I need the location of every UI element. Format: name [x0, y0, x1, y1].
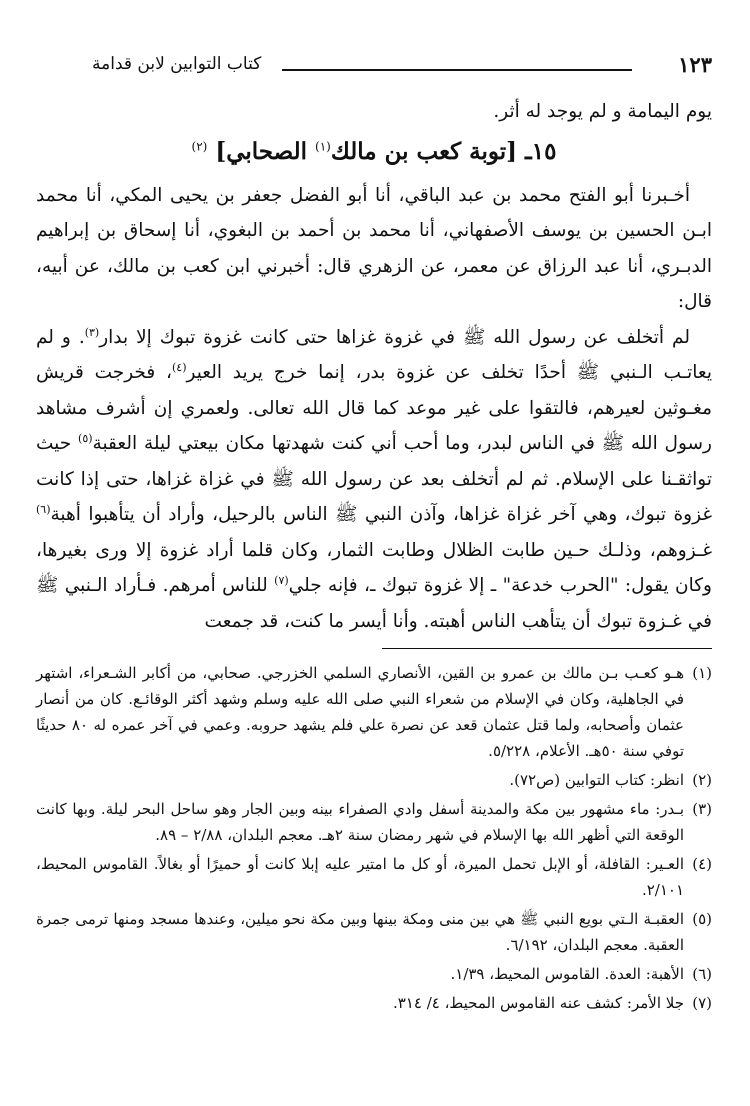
footnote-number: (٤): [692, 855, 712, 873]
section-title: [36, 132, 712, 172]
footnote-number: (٦): [692, 965, 712, 983]
paragraph-narration: [36, 320, 712, 640]
footnote-text: هـو كعـب بـن مالك بن عمرو بن القين، الأنصاري السلمي الخزرجي. صحابي، من أكابر الشـعراء، اشتهر في الجاهلية، وكان في الإسلام من شعراء النبي صلى الله عليه وسلم وشهد أكثر الوقائـع. كان من أنصار عثمان وأصحابه، ولما قتل عثمان قعد عن نصرة علي فلم يشهد حروبه. وعمي في آخر عمره له ٨٠ حديثًا توفي سنة ٥٠هـ. الأعلام، ٥/٢٢٨.: [36, 664, 684, 760]
main-text: [36, 94, 712, 639]
book-title: كتاب التوابين لابن قدامة: [92, 54, 262, 74]
text-run: غـزوهم، وذلـك حـين طابت الظلال وطابت الثمار، وكان قلما أراد غزوة إلا ورى بغيرها، وكان يقول: "الحرب خدعة" ـ إلا غزوة تبوك ـ، فإنه جلي: [36, 539, 712, 596]
paragraph-isnad: أخـبرنا أبو الفتح محمد بن عبد الباقي، أنا أبو الفضل جعفر بن يحيى المكي، أنا محمد ابـن الحسين بن يوسف الأصفهاني، أنا محمد بن أحمد بن البغوي، أنا إسحاق بن إبراهيم الدبـري، أنا عبد الرزاق عن معمر، عن الزهري قال: أخبرني ابن كعب بن مالك، عن أبيه، قال:: [36, 184, 712, 312]
footnote-text: انظر: كتاب التوابين (ص٧٢).: [509, 771, 684, 789]
lead-line: يوم اليمامة و لم يوجد له أثر.: [493, 101, 712, 122]
footnote: [36, 961, 712, 987]
header-rule: [282, 69, 632, 71]
text-run: ، فخرجت قريش مغـوثين لعيرهم، فالتقوا على غير موعد كما قال الله تعالى. ولعمري إن أشرف مشاهد رسول الله ﷺ في الناس لبدر، وما أحب أني كنت شهدتها مكان بيعتي ليلة العقبة: [36, 362, 712, 454]
footnote-number: (٢): [692, 771, 712, 789]
footnote-number: (٥): [692, 910, 712, 928]
footnote-ref[interactable]: (١): [315, 138, 331, 153]
footnote-ref[interactable]: (٢): [191, 138, 208, 153]
footnote-text: الأهبة: العدة. القاموس المحيط، ١/٣٩.: [450, 965, 684, 983]
footnote-number: (١): [692, 664, 712, 682]
footnote-text: جلا الأمر: كشف عنه القاموس المحيط، ٤/ ٣١٤.: [392, 994, 684, 1012]
text-run: . و لم يعاتـب الـنبي ﷺ أحدًا تخلف عن غزوة بدر، إنما خرج يريد العير: [36, 326, 712, 383]
footnote-text: بـدر: ماء مشهور بين مكة والمدينة أسفل وادي الصفراء بينه وبين الجار وهو ساحل البحر ليلة. وبها كانت الوقعة التي أظهر الله بها الإسلام في شهر رمضان سنة ٢هـ. معجم البلدان، ٢/٨٨ – ٨٩.: [36, 800, 684, 844]
footnote-ref[interactable]: (٦): [36, 502, 51, 516]
footnote-ref[interactable]: (٣): [84, 325, 100, 339]
text-run: للناس أمرهم. فـأراد الـنبي ﷺ في غـزوة تبوك أن يتأهب الناس أهبته. وأنا أيسر ما كنت، قد جمعت: [36, 575, 712, 632]
footnotes: [36, 660, 712, 1019]
running-header: [92, 52, 712, 82]
footnote-number: (٣): [692, 800, 712, 818]
footnote-separator: [382, 648, 712, 649]
footnote-ref[interactable]: (٤): [171, 360, 187, 374]
footnote-number: (٧): [692, 994, 712, 1012]
section-title-text-rest: الصحابي]: [215, 137, 316, 165]
text-run: لم أتخلف عن رسول الله ﷺ في غزوة غزاها حتى كانت غزوة تبوك إلا بدار: [99, 326, 690, 348]
footnote-text: العـير: القافلة، أو الإبل تحمل الميرة، أو كل ما امتير عليه إبلا كانت أو حميرًا أو بغالاً. القاموس المحيط، ٢/١٠١.: [36, 855, 684, 899]
section-title-text: ١٥ـ [توبة كعب بن مالك: [330, 137, 557, 165]
text-run: حيث تواثقـنا على الإسلام. ثم لم أتخلف بعد عن رسول الله ﷺ في غزاة غزاها، حتى إذا كانت غزوة تبوك، وهي آخر غزاة غزاها، وآذن النبي ﷺ الناس بالرحيل، وأراد أن يتأهبوا أهبة: [36, 433, 712, 525]
footnote: [36, 990, 712, 1016]
footnote-ref[interactable]: (٥): [78, 431, 93, 445]
footnote: [36, 851, 712, 903]
footnote: [36, 906, 712, 958]
footnote: [36, 660, 712, 764]
footnote-text: العقبـة الـتي بويع النبي ﷺ هي بين منى ومكة بينها وبين مكة نحو ميلين، وعندها مسجد ومنها ترمى جمرة العقبة. معجم البلدان، ٦/١٩٢.: [36, 910, 684, 954]
footnote-ref[interactable]: (٧): [274, 573, 289, 587]
footnote: [36, 796, 712, 848]
footnote: [36, 767, 712, 793]
page-number: ١٢٣: [678, 52, 712, 77]
